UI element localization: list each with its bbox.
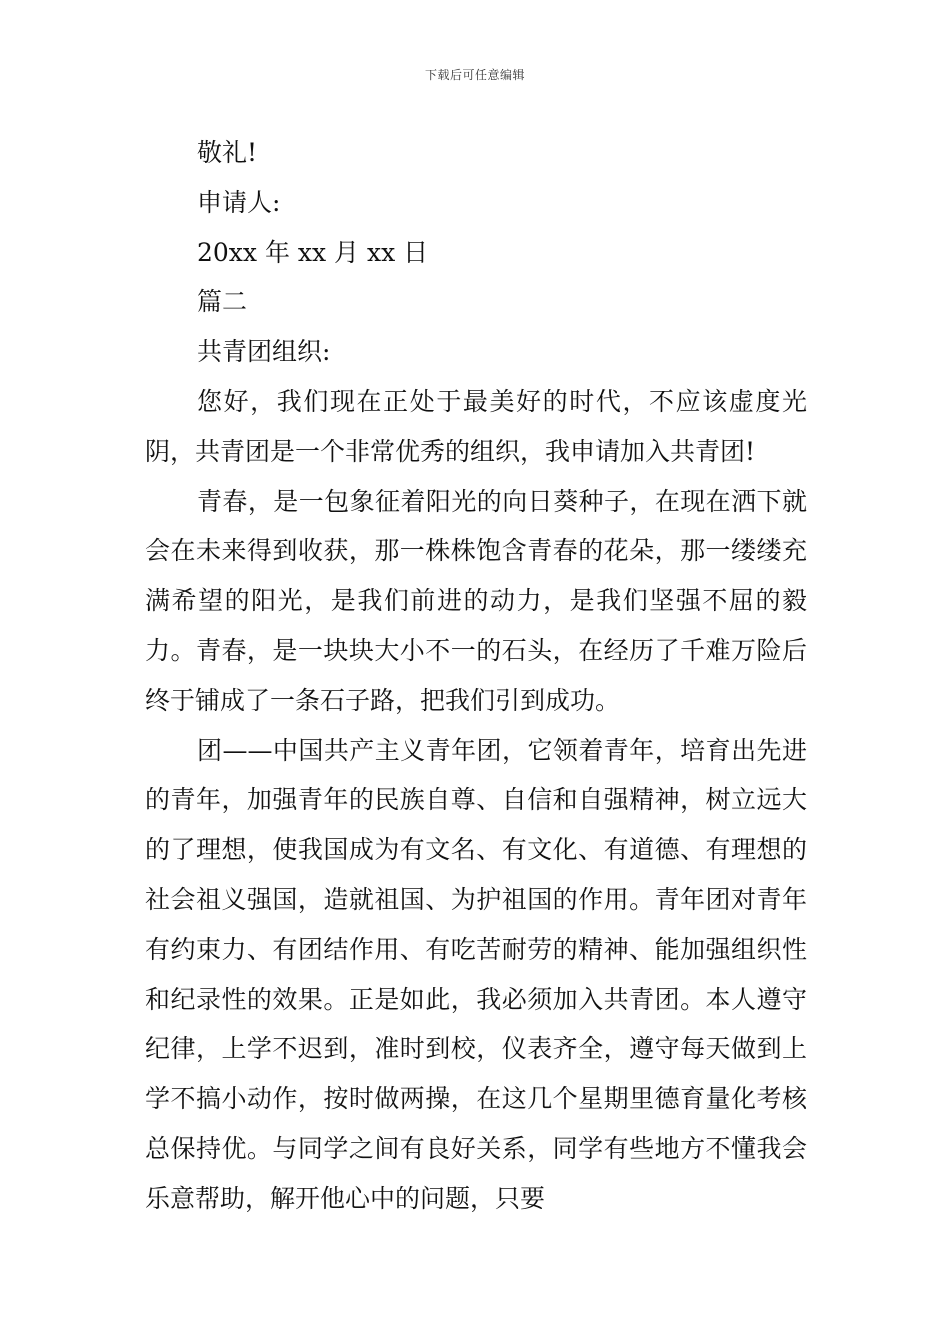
paragraph-youth: 青春，是一包象征着阳光的向日葵种子，在现在洒下就会在未来得到收获，那一株株饱含青春的花朵，那一缕缕充满希望的阳光，是我们前进的动力，是我们坚强不屈的毅力。青春，是一块块大小不一的石头，在经历了千难万险后终于铺成了一条石子路，把我们引到成功。 [145, 486, 807, 715]
header-note: 下载后可任意编辑 [424, 68, 525, 82]
date-line: 20xx 年 xx 月 xx 日 [197, 237, 429, 267]
document-body [145, 128, 807, 1224]
applicant-label: 申请人: [197, 187, 281, 217]
paragraph-league: 团——中国共产主义青年团，它领着青年，培育出先进的青年，加强青年的民族自尊、自信和自强精神，树立远大的了理想，使我国成为有文名、有文化、有道德、有理想的社会祖义强国，造就祖国、为护祖国的作用。青年团对青年有约束力、有团结作用、有吃苦耐劳的精神、能加强组织性和纪录性的效果。正是如此，我必须加入共青团。本人遵守纪律，上学不迟到，准时到校，仪表齐全，遵守每天做到上学不搞小动作，按时做两操，在这几个星期里德育量化考核总保持优。与同学之间有良好关系，同学有些地方不懂我会乐意帮助，解开他心中的问题，只要 [145, 735, 807, 1213]
recipient-line: 共青团组织: [197, 337, 331, 367]
paragraph-greeting: 您好，我们现在正处于最美好的时代，不应该虚度光阴，共青团是一个非常优秀的组织，我申请加入共青团! [145, 386, 807, 466]
section-title: 篇二 [197, 287, 248, 317]
salutation-close: 敬礼! [197, 138, 258, 167]
